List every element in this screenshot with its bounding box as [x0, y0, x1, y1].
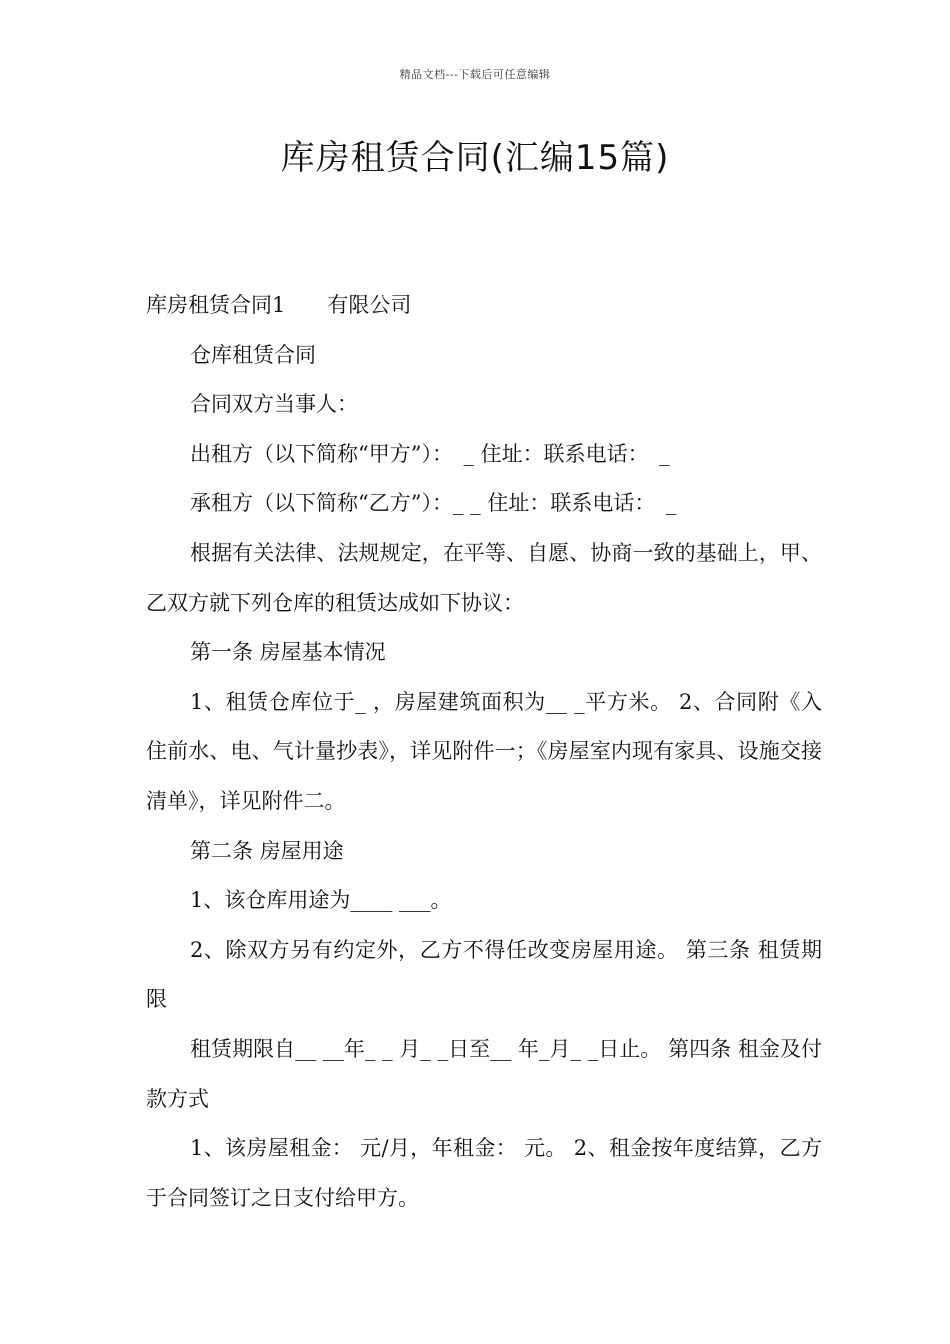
paragraph-8: 1、租赁仓库位于_ ，房屋建筑面积为__ _平方米。 2、合同附《入住前水、电、气计量抄表》，详见附件一；《房屋室内现有家具、设施交接清单》，详见附件二。 — [146, 689, 822, 813]
document-title: 库房租赁合同(汇编15篇) — [280, 138, 670, 178]
paragraph-1: 库房租赁合同1 有限公司 — [146, 293, 412, 317]
paragraph-11: 2、除双方另有约定外，乙方不得任改变房屋用途。 第三条 租赁期限 — [146, 937, 822, 1012]
paragraph-4: 出租方（以下简称“甲方”）： _ 住址：联系电话： _ — [190, 441, 670, 466]
paragraph-6: 根据有关法律、法规规定，在平等、自愿、协商一致的基础上，甲、乙双方就下列仓库的租赁达成如下协议： — [146, 540, 822, 615]
document-body — [146, 281, 822, 1223]
paragraph-5: 承租方（以下简称“乙方”）：_ _ 住址：联系电话： _ — [190, 491, 677, 516]
paragraph-3: 合同双方当事人： — [190, 392, 358, 417]
paragraph-12: 租赁期限自__ __年_ _ 月_ _日至__ 年_月_ _日止。 第四条 租金及付款方式 — [146, 1036, 822, 1111]
paragraph-7: 第一条 房屋基本情况 — [190, 640, 386, 665]
paragraph-9: 第二条 房屋用途 — [190, 838, 344, 863]
paragraph-10: 1、该仓库用途为____ ___。 — [190, 888, 452, 913]
header-note: 精品文档---下载后可任意编辑 — [399, 68, 551, 81]
paragraph-13: 1、该房屋租金： 元/月，年租金： 元。 2、租金按年度结算，乙方于合同签订之日支付给甲方。 — [146, 1136, 822, 1210]
paragraph-2: 仓库租赁合同 — [190, 342, 316, 367]
